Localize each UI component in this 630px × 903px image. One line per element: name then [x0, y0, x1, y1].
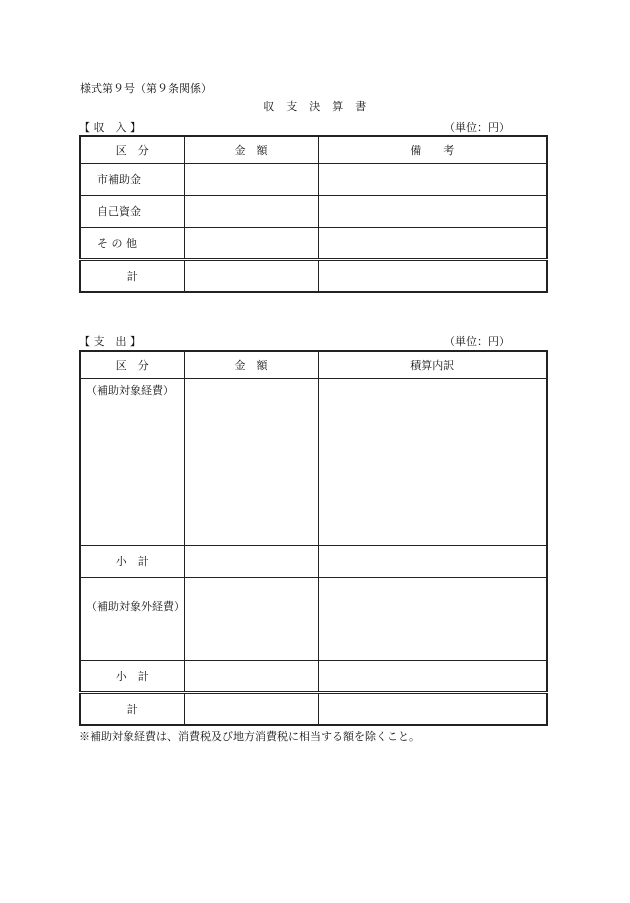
income-row — [80, 227, 547, 259]
expense-total-label: 計 — [80, 692, 184, 725]
expense-table — [79, 350, 548, 726]
income-section-label: 【 収 入 】 — [79, 121, 141, 134]
income-header-category: 区 分 — [80, 136, 184, 163]
expense-non-subsidized-amount-cell[interactable] — [184, 577, 318, 660]
income-amount-cell[interactable] — [184, 227, 318, 259]
income-total-amount-cell[interactable] — [184, 259, 318, 292]
expense-header-breakdown: 積算内訳 — [318, 351, 547, 378]
expense-subsidized-row — [80, 378, 547, 545]
expense-section-label: 【 支 出 】 — [79, 335, 141, 348]
income-row-label: そ の 他 — [80, 227, 184, 259]
income-remarks-cell[interactable] — [318, 227, 547, 259]
expense-subtotal-row — [80, 660, 547, 692]
expense-unit-label: （単位：円） — [444, 335, 510, 348]
expense-total-row — [80, 692, 547, 725]
income-row-label: 自己資金 — [80, 195, 184, 227]
income-row — [80, 163, 547, 195]
expense-subsidized-amount-cell[interactable] — [184, 378, 318, 545]
income-amount-cell[interactable] — [184, 163, 318, 195]
expense-subsidized-label: （補助対象経費） — [80, 378, 184, 545]
expense-subtotal-label: 小 計 — [80, 660, 184, 692]
expense-subtotal-row — [80, 545, 547, 577]
expense-subtotal-amount-cell[interactable] — [184, 545, 318, 577]
expense-header-row — [80, 351, 547, 378]
expense-subtotal-amount-cell[interactable] — [184, 660, 318, 692]
expense-non-subsidized-label: （補助対象外経費） — [80, 577, 184, 660]
expense-subtotal-breakdown-cell[interactable] — [318, 660, 547, 692]
expense-header-category: 区 分 — [80, 351, 184, 378]
income-header-amount: 金 額 — [184, 136, 318, 163]
income-amount-cell[interactable] — [184, 195, 318, 227]
expense-total-breakdown-cell[interactable] — [318, 692, 547, 725]
income-total-row — [80, 259, 547, 292]
income-table — [79, 135, 548, 293]
expense-non-subsidized-breakdown-cell[interactable] — [318, 577, 547, 660]
form-number: 様式第９号（第９条関係） — [80, 82, 212, 95]
income-remarks-cell[interactable] — [318, 195, 547, 227]
income-unit-label: （単位：円） — [444, 121, 510, 134]
expense-total-amount-cell[interactable] — [184, 692, 318, 725]
income-row — [80, 195, 547, 227]
income-total-remarks-cell[interactable] — [318, 259, 547, 292]
expense-non-subsidized-row — [80, 577, 547, 660]
income-header-remarks: 備 考 — [318, 136, 547, 163]
income-header-row — [80, 136, 547, 163]
income-total-label: 計 — [80, 259, 184, 292]
footnote: ※補助対象経費は、消費税及び地方消費税に相当する額を除くこと。 — [79, 730, 420, 743]
expense-subtotal-breakdown-cell[interactable] — [318, 545, 547, 577]
expense-subtotal-label: 小 計 — [80, 545, 184, 577]
income-remarks-cell[interactable] — [318, 163, 547, 195]
income-row-label: 市補助金 — [80, 163, 184, 195]
expense-header-amount: 金 額 — [184, 351, 318, 378]
expense-subsidized-breakdown-cell[interactable] — [318, 378, 547, 545]
document-title: 収 支 決 算 書 — [263, 100, 367, 113]
